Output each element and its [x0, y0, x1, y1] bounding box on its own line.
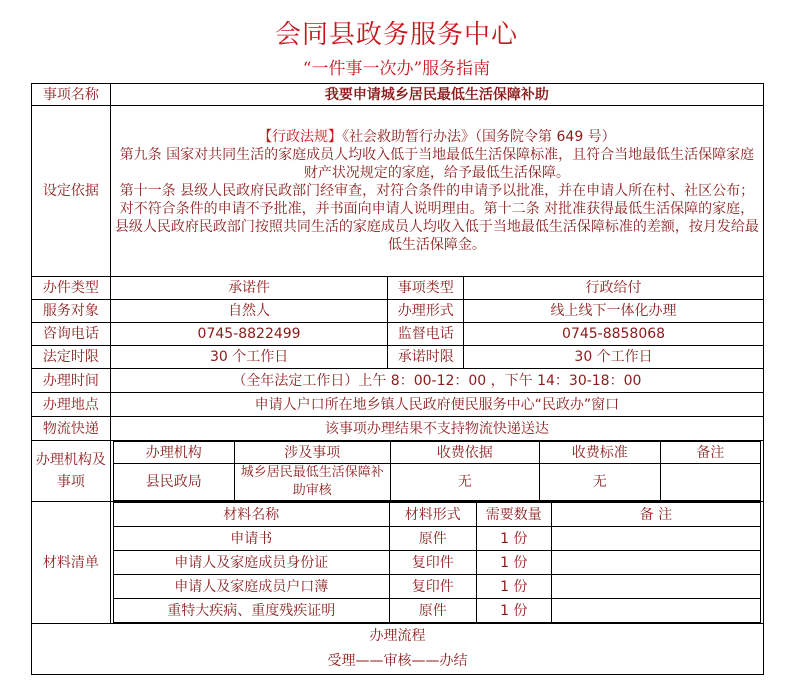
- process-steps: 受理——审核——办结: [327, 653, 468, 669]
- material-name: 申请人及家庭成员户口薄: [113, 575, 389, 599]
- item-name-value: 我要申请城乡居民最低生活保障补助: [110, 84, 763, 106]
- location-label: 办理地点: [32, 393, 111, 417]
- materials-label: 材料清单: [32, 502, 111, 624]
- org-fee-standard: 无: [539, 464, 660, 501]
- material-name: 申请人及家庭成员身份证: [113, 551, 389, 575]
- hours-value: （全年法定工作日）上午 8：00-12：00 ，下午 14：30-18：00: [110, 369, 763, 393]
- materials-header: 需要数量: [476, 503, 551, 527]
- info-label: 办理形式: [388, 300, 464, 323]
- info-label: 服务对象: [32, 300, 111, 323]
- org-remark: [660, 464, 760, 501]
- orgs-header: 收费依据: [390, 442, 539, 464]
- basis-row: [32, 106, 764, 277]
- material-row: [113, 527, 760, 551]
- info-label: 事项类型: [388, 277, 464, 300]
- info-value: 行政给付: [464, 277, 764, 300]
- item-name-label: 事项名称: [32, 84, 111, 106]
- orgs-subtable-cell: [110, 441, 763, 502]
- info-label: 办件类型: [32, 277, 111, 300]
- page-subtitle: “一件事一次办”服务指南: [302, 59, 491, 79]
- process-row: [32, 624, 764, 675]
- orgs-header: 收费标准: [539, 442, 660, 464]
- material-form: 复印件: [389, 551, 476, 575]
- material-note: [551, 551, 760, 575]
- page-title: 会同县政务服务中心: [274, 20, 518, 50]
- material-name: 重特大疾病、重度残疾证明: [113, 599, 389, 623]
- info-label: 监督电话: [388, 323, 464, 346]
- consult-phone: 0745-8822499: [110, 323, 388, 346]
- orgs-subtable: [113, 441, 761, 501]
- info-row: [32, 300, 764, 323]
- service-guide-table: [31, 83, 764, 675]
- info-label: 承诺时限: [388, 346, 464, 369]
- material-row: [113, 599, 760, 623]
- info-value: 30 个工作日: [464, 346, 764, 369]
- delivery-value: 该事项办理结果不支持物流快递送达: [110, 417, 763, 441]
- supervise-phone: 0745-8858068: [464, 323, 764, 346]
- info-label: 法定时限: [32, 346, 111, 369]
- info-row: [32, 323, 764, 346]
- info-value: 30 个工作日: [110, 346, 388, 369]
- delivery-row: [32, 417, 764, 441]
- org-name: 县民政局: [113, 464, 234, 501]
- info-value: 线上线下一体化办理: [464, 300, 764, 323]
- material-qty: 1 份: [476, 527, 551, 551]
- materials-row: [32, 502, 764, 624]
- basis-label: 设定依据: [32, 106, 111, 277]
- material-row: [113, 575, 760, 599]
- info-label: 咨询电话: [32, 323, 111, 346]
- item-name-row: [32, 84, 764, 106]
- material-name: 申请书: [113, 527, 389, 551]
- info-row: [32, 277, 764, 300]
- material-note: [551, 599, 760, 623]
- basis-regulation-tag: 【行政法规】: [258, 129, 343, 145]
- basis-article-9: 第九条 国家对共同生活的家庭成员人均收入低于当地最低生活保障标准，且符合当地最低生活保障家庭财产状况规定的家庭，给予最低生活保障。: [119, 147, 755, 181]
- material-row: [113, 551, 760, 575]
- material-note: [551, 575, 760, 599]
- process-title: 办理流程: [369, 628, 426, 644]
- material-qty: 1 份: [476, 599, 551, 623]
- material-qty: 1 份: [476, 575, 551, 599]
- hours-row: [32, 369, 764, 393]
- materials-subtable-cell: [110, 502, 763, 624]
- materials-header: 材料形式: [389, 503, 476, 527]
- info-row: [32, 346, 764, 369]
- location-value: 申请人户口所在地乡镇人民政府便民服务中心“民政办”窗口: [110, 393, 763, 417]
- hours-label: 办理时间: [32, 369, 111, 393]
- orgs-header: 涉及事项: [234, 442, 390, 464]
- orgs-label: 办理机构及事项: [32, 441, 111, 502]
- material-form: 复印件: [389, 575, 476, 599]
- orgs-header: 备注: [660, 442, 760, 464]
- info-value: 自然人: [110, 300, 388, 323]
- material-qty: 1 份: [476, 551, 551, 575]
- material-note: [551, 527, 760, 551]
- material-form: 原件: [389, 527, 476, 551]
- location-row: [32, 393, 764, 417]
- materials-header: 材料名称: [113, 503, 389, 527]
- material-form: 原件: [389, 599, 476, 623]
- delivery-label: 物流快递: [32, 417, 111, 441]
- orgs-header: 办理机构: [113, 442, 234, 464]
- materials-header: 备 注: [551, 503, 760, 527]
- basis-regulation-title: 《社会救助暂行办法》（国务院令第 649 号）: [342, 129, 616, 145]
- basis-content: [110, 106, 763, 277]
- process-cell: [32, 624, 764, 675]
- info-value: 承诺件: [110, 277, 388, 300]
- org-matter: 城乡居民最低生活保障补助审核: [234, 464, 390, 501]
- orgs-row: [32, 441, 764, 502]
- org-fee-basis: 无: [390, 464, 539, 501]
- materials-subtable: [113, 502, 761, 623]
- basis-article-11-12: 第十一条 县级人民政府民政部门经审查，对符合条件的申请予以批准，并在申请人所在村、社区公布；对不符合条件的申请不予批准，并书面向申请人说明理由。第十二条 对批准获得最低生活保障的家庭，县级人民政府民政部门按照共同生活的家庭成员人均收入低于当地最低生活保障标准的差额，按月发给最低生活保障金。: [114, 183, 759, 253]
